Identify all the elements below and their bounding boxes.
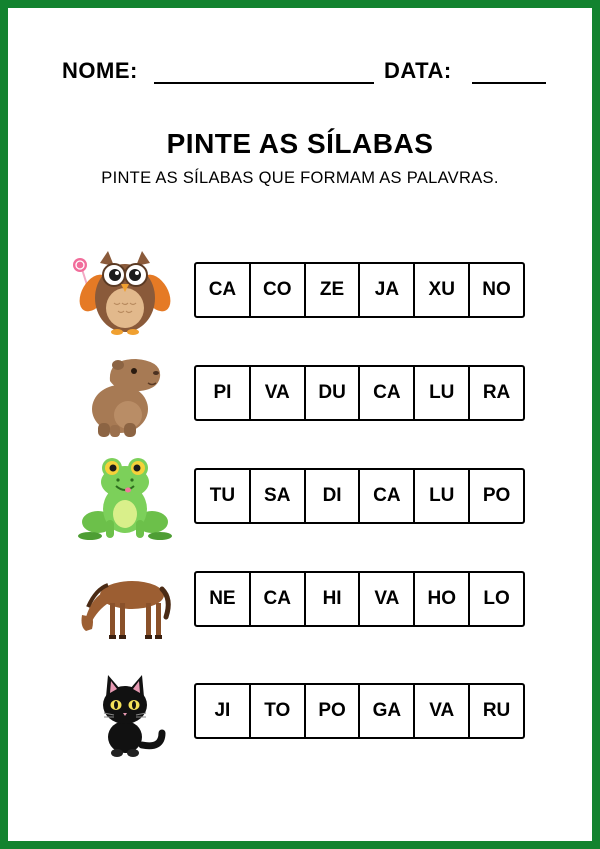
syllable-cell[interactable]: ZE <box>306 264 361 316</box>
syllable-cell[interactable]: DU <box>306 367 361 419</box>
syllable-cell[interactable]: LU <box>415 367 470 419</box>
syllable-cell[interactable]: TO <box>251 685 306 737</box>
syllable-cell[interactable]: NO <box>482 279 511 300</box>
owl-icon <box>70 248 180 338</box>
syllable-grid <box>194 262 525 318</box>
syllable-cell[interactable]: CA <box>360 470 415 522</box>
syllable-cell[interactable]: PO <box>482 485 511 506</box>
syllable-cell[interactable]: VA <box>251 367 306 419</box>
horse-icon <box>70 557 180 647</box>
syllable-cell[interactable]: VA <box>360 573 415 625</box>
name-field[interactable] <box>154 82 374 84</box>
name-label: NOME: <box>62 58 138 83</box>
cat-icon <box>70 669 180 759</box>
syllable-cell[interactable]: HO <box>415 573 470 625</box>
syllable-cell[interactable]: CA <box>196 264 251 316</box>
syllable-cell[interactable]: PI <box>196 367 251 419</box>
syllable-cell[interactable]: NE <box>196 573 251 625</box>
frog-icon <box>70 454 180 544</box>
syllable-cell[interactable]: LU <box>415 470 470 522</box>
date-field[interactable] <box>472 82 546 84</box>
syllable-cell[interactable]: GA <box>360 685 415 737</box>
syllable-cell[interactable]: LO <box>483 588 510 609</box>
syllable-cell[interactable]: SA <box>251 470 306 522</box>
syllable-cell[interactable]: PO <box>306 685 361 737</box>
syllable-cell[interactable]: CA <box>251 573 306 625</box>
page-title: PINTE AS SÍLABAS <box>166 128 434 159</box>
exercise-row-cat <box>0 683 600 753</box>
exercise-row-owl <box>0 262 600 332</box>
capybara-icon <box>70 351 180 441</box>
syllable-grid <box>194 571 525 627</box>
instructions: PINTE AS SÍLABAS QUE FORMAM AS PALAVRAS. <box>101 169 499 187</box>
syllable-cell[interactable]: RA <box>482 382 511 403</box>
exercise-row-capybara <box>0 365 600 435</box>
date-label: DATA: <box>384 58 452 83</box>
syllable-cell[interactable]: HI <box>306 573 361 625</box>
syllable-cell[interactable]: XU <box>415 264 470 316</box>
syllable-cell[interactable]: VA <box>415 685 470 737</box>
syllable-cell[interactable]: RU <box>482 700 511 721</box>
syllable-grid <box>194 468 525 524</box>
syllable-grid <box>194 365 525 421</box>
syllable-grid <box>194 683 525 739</box>
syllable-cell[interactable]: CO <box>251 264 306 316</box>
syllable-cell[interactable]: CA <box>360 367 415 419</box>
header <box>62 58 552 88</box>
syllable-cell[interactable]: JI <box>196 685 251 737</box>
exercise-row-horse <box>0 571 600 641</box>
syllable-cell[interactable]: DI <box>306 470 361 522</box>
syllable-cell[interactable]: TU <box>196 470 251 522</box>
syllable-cell[interactable]: JA <box>360 264 415 316</box>
exercise-row-frog <box>0 468 600 538</box>
